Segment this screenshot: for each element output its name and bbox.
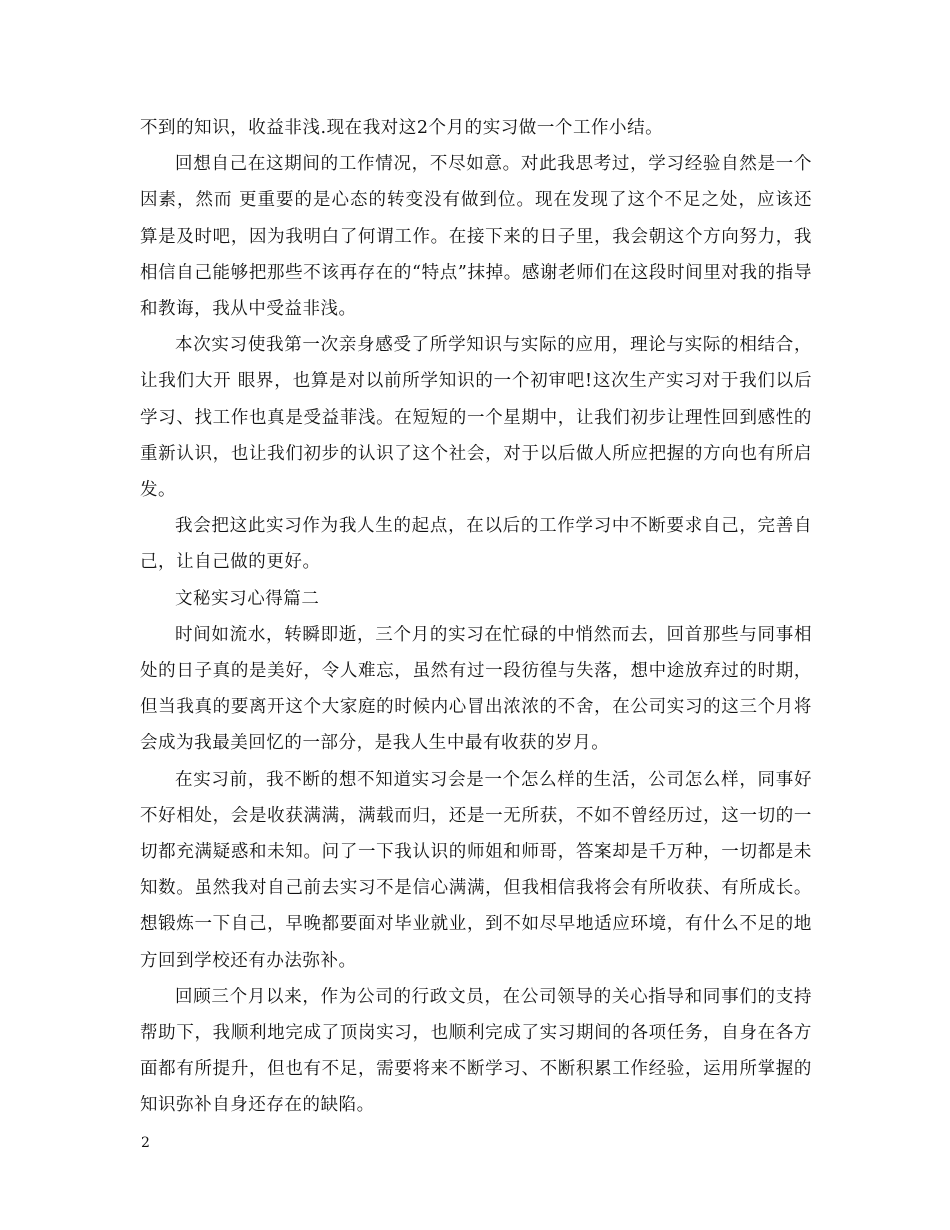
document-body xyxy=(140,110,812,1124)
paragraph-before-internship: 在实习前，我不断的想不知道实习会是一个怎么样的生活，公司怎么样，同事好不好相处，会是收获满满，满载而归，还是一无所获，不如不曾经历过，这一切的一切都充满疑惑和未知。问了一下我认识的师姐和师哥，答案却是千万种，一切都是未知数。虽然我对自己前去实习不是信心满满，但我相信我将会有所收获、有所成长。想锻炼一下自己，早晚都要面对毕业就业，到不如尽早地适应环境，有什么不足的地方回到学校还有办法弥补。 xyxy=(140,769,812,971)
paragraph-internship-experience: 本次实习使我第一次亲身感受了所学知识与实际的应用，理论与实际的相结合，让我们大开 眼界，也算是对以前所学知识的一个初审吧!这次生产实习对于我们以后学习、找工作也真是受益菲浅。在短短的一个星期中，让我们初步让理性回到感性的重新认识，也让我们初步的认识了这个社会，对于以后做人所应把握的方向也有所启发。 xyxy=(140,335,812,501)
paragraph-reflection: 回想自己在这期间的工作情况，不尽如意。对此我思考过，学习经验自然是一个因素，然而 更重要的是心态的转变没有做到位。现在发现了这个不足之处，应该还算是及时吧，因为我明白了何谓工作。在接下来的日子里，我会朝这个方向努力，我相信自己能够把那些不该再存在的“特点”抹掉。感谢老师们在这段时间里对我的指导和教诲，我从中受益非浅。 xyxy=(140,154,812,320)
section-heading: 文秘实习心得篇二 xyxy=(175,588,320,609)
paragraph-starting-point: 我会把这此实习作为我人生的起点，在以后的工作学习中不断要求自己，完善自己，让自己做的更好。 xyxy=(140,516,812,573)
paragraph-continuation: 不到的知识，收益非浅.现在我对这2个月的实习做一个工作小结。 xyxy=(140,118,664,138)
page-number: 2 xyxy=(141,1135,150,1151)
paragraph-review: 回顾三个月以来，作为公司的行政文员，在公司领导的关心指导和同事们的支持帮助下，我顺利地完成了顶岗实习，也顺利完成了实习期间的各项任务，自身在各方面都有所提升，但也有不足，需要将来不断学习、不断积累工作经验，运用所掌握的知识弥补自身还存在的缺陷。 xyxy=(140,986,812,1116)
paragraph-time-flows: 时间如流水，转瞬即逝，三个月的实习在忙碌的中悄然而去，回首那些与同事相处的日子真的是美好，令人难忘，虽然有过一段彷徨与失落，想中途放弃过的时期，但当我真的要离开这个大家庭的时候内心冒出浓浓的不舍，在公司实习的这三个月将会成为我最美回忆的一部分，是我人生中最有收获的岁月。 xyxy=(140,624,812,754)
